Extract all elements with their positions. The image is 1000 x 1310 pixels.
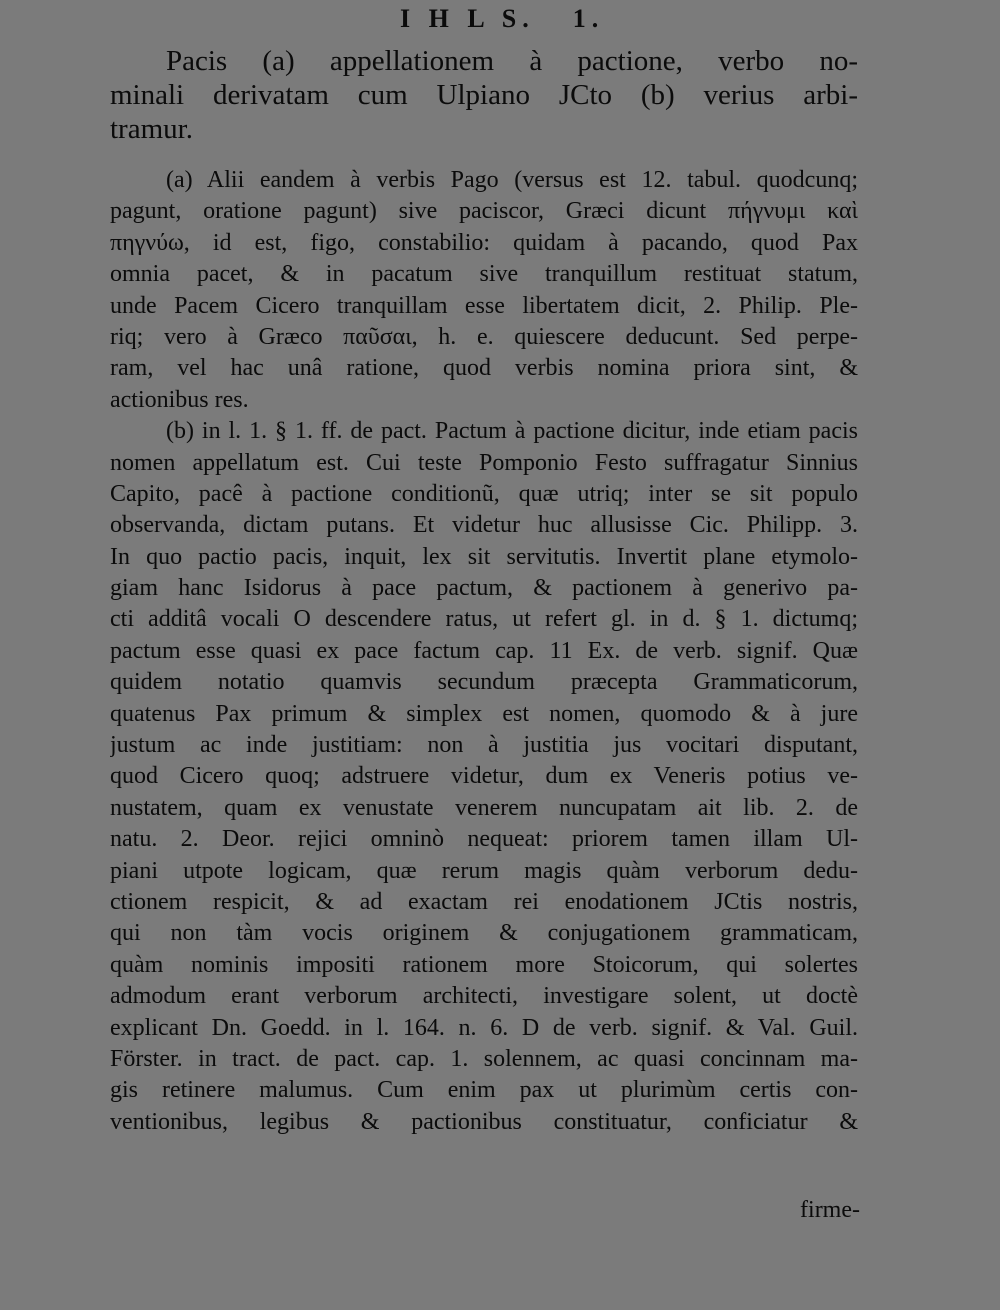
note-line: observanda, dictam putans. Et videtur huc allusisse Cic. Philipp. 3. <box>110 512 858 539</box>
note-line: quidem notatio quamvis secundum præcepta Grammaticorum, <box>110 669 858 696</box>
running-head <box>400 4 604 34</box>
page-number: 1. <box>572 4 605 33</box>
note-line: (b) in l. 1. § 1. ff. de pact. Pactum à pactione dicitur, inde etiam pacis <box>166 418 858 445</box>
note-line: gis retinere malumus. Cum enim pax ut plurimùm certis con- <box>110 1077 858 1104</box>
note-line: quod Cicero quoq; adstruere videtur, dum ex Veneris potius ve- <box>110 763 858 790</box>
note-line: giam hanc Isidorus à pace pactum, & pactionem à generivo pa- <box>110 575 858 602</box>
footnotes <box>110 165 858 1138</box>
main-line: Pacis (a) appellationem à pactione, verbo no- <box>166 45 858 77</box>
note-line: explicant Dn. Goedd. in l. 164. n. 6. D de verb. signif. & Val. Guil. <box>110 1014 858 1041</box>
note-line: justum ac inde justitiam: non à justitia jus vocitari disputant, <box>110 732 858 759</box>
running-head-title: I H L S. <box>400 4 535 33</box>
note-line: Capito, pacê à pactione conditionũ, quæ utriq; inter se sit populo <box>110 480 858 507</box>
note-line: Förster. in tract. de pact. cap. 1. solennem, ac quasi concinnam ma- <box>110 1045 858 1072</box>
main-line: tramur. <box>110 113 193 145</box>
note-line: piani utpote logicam, quæ rerum magis quàm verborum dedu- <box>110 857 858 884</box>
main-line: minali derivatam cum Ulpiano JCto (b) verius arbi- <box>110 79 858 111</box>
note-line: (a) Alii eandem à verbis Pago (versus est 12. tabul. quodcunq; <box>166 167 858 193</box>
note-line: qui non tàm vocis originem & conjugationem grammaticam, <box>110 920 858 947</box>
note-line: quatenus Pax primum & simplex est nomen, quomodo & à jure <box>110 700 858 727</box>
main-text <box>110 44 858 146</box>
catchword: firme- <box>800 1197 860 1223</box>
note-line: actionibus res. <box>110 386 249 413</box>
note-line: omnia pacet, & in pacatum sive tranquillum restituat statum, <box>110 261 858 288</box>
note-line: pactum esse quasi ex pace factum cap. 11 Ex. de verb. signif. Quæ <box>110 637 858 664</box>
note-line: unde Pacem Cicero tranquillam esse libertatem dicit, 2. Philip. Ple- <box>110 292 858 319</box>
note-line: admodum erant verborum architecti, investigare solent, ut doctè <box>110 983 858 1010</box>
note-line: πηγνύω, id est, figo, constabilio: quidam à pacando, quod Pax <box>110 229 858 256</box>
note-line: ram, vel hac unâ ratione, quod verbis nomina priora sint, & <box>110 355 858 382</box>
note-line: ctionem respicit, & ad exactam rei enodationem JCtis nostris, <box>110 888 858 915</box>
note-line: nomen appellatum est. Cui teste Pomponio Festo suffragatur Sinnius <box>110 449 858 476</box>
note-line: pagunt, oratione pagunt) sive paciscor, Græci dicunt πήγνυμι καὶ <box>110 198 858 225</box>
note-line: riq; vero à Græco παῦσαι, h. e. quiescere deducunt. Sed perpe- <box>110 323 858 350</box>
note-line: quàm nominis impositi rationem more Stoicorum, qui solertes <box>110 951 858 978</box>
note-line: cti additâ vocali O descendere ratus, ut refert gl. in d. § 1. dictumq; <box>110 606 858 633</box>
note-line: ventionibus, legibus & pactionibus constituatur, conficiatur & <box>110 1108 858 1135</box>
note-line: nustatem, quam ex venustate venerem nuncupatam ait lib. 2. de <box>110 794 858 821</box>
note-line: natu. 2. Deor. rejici omninò nequeat: priorem tamen illam Ul- <box>110 826 858 853</box>
note-line: In quo pactio pacis, inquit, lex sit servitutis. Invertit plane etymolo- <box>110 543 858 570</box>
